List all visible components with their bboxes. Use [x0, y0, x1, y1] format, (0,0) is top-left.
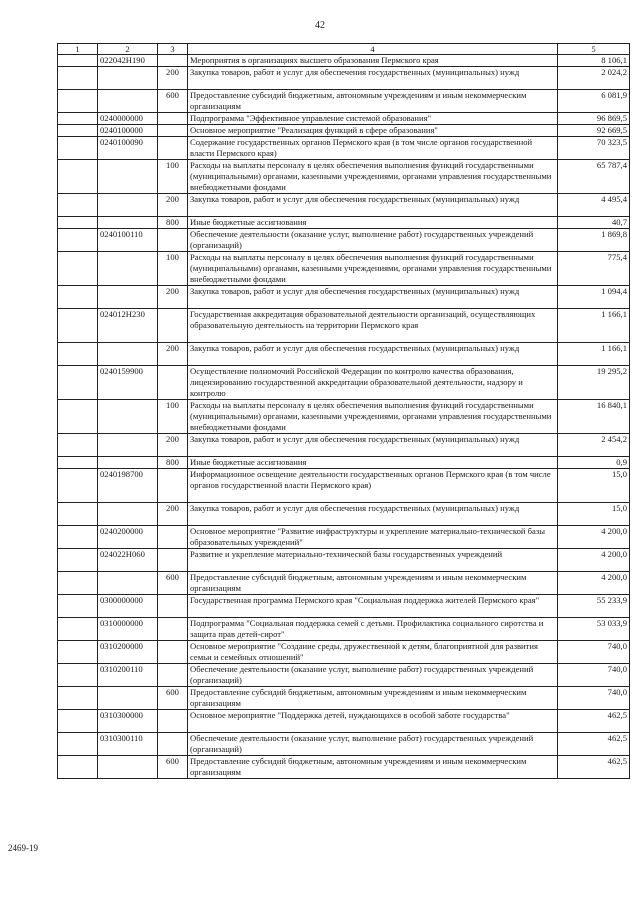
expense-type-cell: 600: [158, 90, 188, 113]
item-name-cell: Закупка товаров, работ и услуг для обеспечения государственных (муниципальных) нужд: [188, 434, 558, 457]
table-row: [58, 687, 630, 710]
row-index-cell: [58, 229, 98, 252]
table-row: [58, 457, 630, 469]
amount-cell: 1 166,1: [558, 343, 630, 366]
table-row: [58, 710, 630, 733]
table-row: [58, 229, 630, 252]
table-row: [58, 309, 630, 343]
row-index-cell: [58, 526, 98, 549]
row-index-cell: [58, 137, 98, 160]
expense-type-cell: 200: [158, 434, 188, 457]
amount-cell: 19 295,2: [558, 366, 630, 400]
budget-code-cell: 0310000000: [98, 618, 158, 641]
item-name-cell: Информационное освещение деятельности государственных органов Пермского края (в том числе органов государственной власти Пермского края): [188, 469, 558, 503]
item-name-cell: Осуществление полномочий Российской Федерации по контролю качества образования, лицензированию государственной аккредитации образовательной деятельности, надзору и контролю: [188, 366, 558, 400]
expense-type-cell: 200: [158, 503, 188, 526]
item-name-cell: Развитие и укрепление материально-технической базы государственных учреждений: [188, 549, 558, 572]
item-name-cell: Подпрограмма "Социальная поддержка семей с детьми. Профилактика социального сиротства и защита прав детей-сирот": [188, 618, 558, 641]
budget-code-cell: 0240100110: [98, 229, 158, 252]
amount-cell: 740,0: [558, 687, 630, 710]
budget-code-cell: 0310200000: [98, 641, 158, 664]
amount-cell: 740,0: [558, 641, 630, 664]
table-row: [58, 595, 630, 618]
header-cell-4: 4: [188, 44, 558, 55]
row-index-cell: [58, 286, 98, 309]
row-index-cell: [58, 55, 98, 67]
expense-type-cell: [158, 309, 188, 343]
expense-type-cell: [158, 710, 188, 733]
budget-code-cell: 0240100000: [98, 125, 158, 137]
amount-cell: 462,5: [558, 710, 630, 733]
expense-type-cell: [158, 55, 188, 67]
item-name-cell: Закупка товаров, работ и услуг для обеспечения государственных (муниципальных) нужд: [188, 503, 558, 526]
expense-type-cell: 200: [158, 286, 188, 309]
item-name-cell: Расходы на выплаты персоналу в целях обеспечения выполнения функций государственными (муниципальными) органами, казенными учреждениями, органами управления государственными внебюджетными фондами: [188, 160, 558, 194]
expense-type-cell: 800: [158, 217, 188, 229]
item-name-cell: Основное мероприятие "Развитие инфраструктуры и укрепление материально-технической базы образовательных учреждений": [188, 526, 558, 549]
amount-cell: 740,0: [558, 664, 630, 687]
amount-cell: 2 454,2: [558, 434, 630, 457]
budget-code-cell: 0240000000: [98, 113, 158, 125]
amount-cell: 4 200,0: [558, 572, 630, 595]
row-index-cell: [58, 252, 98, 286]
expense-type-cell: [158, 618, 188, 641]
budget-code-cell: 0310300110: [98, 733, 158, 756]
item-name-cell: Мероприятия в организациях высшего образования Пермского края: [188, 55, 558, 67]
amount-cell: 0,9: [558, 457, 630, 469]
item-name-cell: Содержание государственных органов Пермского края (в том числе органов государственной власти Пермского края): [188, 137, 558, 160]
amount-cell: 6 081,9: [558, 90, 630, 113]
table-row: [58, 469, 630, 503]
expense-type-cell: [158, 733, 188, 756]
item-name-cell: Обеспечение деятельности (оказание услуг, выполнение работ) государственных учреждений (организаций): [188, 664, 558, 687]
table-row: [58, 400, 630, 434]
item-name-cell: Основное мероприятие "Реализация функций в сфере образования": [188, 125, 558, 137]
table-row: [58, 641, 630, 664]
amount-cell: 1 094,4: [558, 286, 630, 309]
amount-cell: 1 166,1: [558, 309, 630, 343]
table-row: [58, 664, 630, 687]
amount-cell: 55 233,9: [558, 595, 630, 618]
item-name-cell: Предоставление субсидий бюджетным, автономным учреждениям и иным некоммерческим организациям: [188, 687, 558, 710]
amount-cell: 2 024,2: [558, 67, 630, 90]
budget-code-cell: 0240198700: [98, 469, 158, 503]
item-name-cell: Предоставление субсидий бюджетным, автономным учреждениям и иным некоммерческим организациям: [188, 572, 558, 595]
expense-type-cell: [158, 641, 188, 664]
table-body: [58, 44, 630, 779]
table-row: [58, 343, 630, 366]
row-index-cell: [58, 618, 98, 641]
expense-type-cell: [158, 549, 188, 572]
table-row: [58, 549, 630, 572]
amount-cell: 40,7: [558, 217, 630, 229]
table-row: [58, 286, 630, 309]
row-index-cell: [58, 67, 98, 90]
row-index-cell: [58, 733, 98, 756]
amount-cell: 775,4: [558, 252, 630, 286]
budget-code-cell: 0240200000: [98, 526, 158, 549]
table-row: [58, 160, 630, 194]
table-row: [58, 526, 630, 549]
budget-code-cell: [98, 434, 158, 457]
expense-type-cell: 600: [158, 756, 188, 779]
expense-type-cell: 200: [158, 343, 188, 366]
budget-code-cell: [98, 286, 158, 309]
amount-cell: 1 869,8: [558, 229, 630, 252]
expense-type-cell: 800: [158, 457, 188, 469]
budget-code-cell: [98, 217, 158, 229]
expense-type-cell: 200: [158, 67, 188, 90]
row-index-cell: [58, 457, 98, 469]
row-index-cell: [58, 503, 98, 526]
expense-type-cell: [158, 113, 188, 125]
item-name-cell: Предоставление субсидий бюджетным, автономным учреждениям и иным некоммерческим организациям: [188, 90, 558, 113]
expense-type-cell: 100: [158, 160, 188, 194]
budget-code-cell: [98, 252, 158, 286]
amount-cell: 4 495,4: [558, 194, 630, 217]
item-name-cell: Закупка товаров, работ и услуг для обеспечения государственных (муниципальных) нужд: [188, 343, 558, 366]
amount-cell: 92 669,5: [558, 125, 630, 137]
budget-code-cell: [98, 400, 158, 434]
amount-cell: 15,0: [558, 503, 630, 526]
row-index-cell: [58, 549, 98, 572]
table-row: [58, 618, 630, 641]
amount-cell: 4 200,0: [558, 526, 630, 549]
table-header-row: [58, 44, 630, 55]
budget-code-cell: 0300000000: [98, 595, 158, 618]
budget-code-cell: [98, 343, 158, 366]
budget-code-cell: 024022Н060: [98, 549, 158, 572]
row-index-cell: [58, 113, 98, 125]
item-name-cell: Расходы на выплаты персоналу в целях обеспечения выполнения функций государственными (муниципальными) органами, казенными учреждениями, органами управления государственными внебюджетными фондами: [188, 400, 558, 434]
expense-type-cell: [158, 664, 188, 687]
page-number: 42: [315, 20, 325, 31]
table-row: [58, 194, 630, 217]
row-index-cell: [58, 434, 98, 457]
budget-code-cell: [98, 194, 158, 217]
table-row: [58, 67, 630, 90]
table-row: [58, 55, 630, 67]
budget-code-cell: [98, 67, 158, 90]
row-index-cell: [58, 160, 98, 194]
budget-code-cell: [98, 503, 158, 526]
amount-cell: 4 200,0: [558, 549, 630, 572]
table-row: [58, 733, 630, 756]
budget-code-cell: [98, 160, 158, 194]
header-cell-2: 2: [98, 44, 158, 55]
row-index-cell: [58, 469, 98, 503]
row-index-cell: [58, 125, 98, 137]
item-name-cell: Иные бюджетные ассигнования: [188, 457, 558, 469]
budget-code-cell: 0310300000: [98, 710, 158, 733]
budget-code-cell: 024012Н230: [98, 309, 158, 343]
table-row: [58, 503, 630, 526]
table-row: [58, 90, 630, 113]
item-name-cell: Основное мероприятие "Создание среды, дружественной к детям, благоприятной для развития семьи и семейных отношений": [188, 641, 558, 664]
expense-type-cell: [158, 595, 188, 618]
item-name-cell: Подпрограмма "Эффективное управление системой образования": [188, 113, 558, 125]
budget-code-cell: 0240159900: [98, 366, 158, 400]
budget-code-cell: 0310200110: [98, 664, 158, 687]
budget-code-cell: [98, 90, 158, 113]
item-name-cell: Расходы на выплаты персоналу в целях обеспечения выполнения функций государственными (муниципальными) органами, казенными учреждениями, органами управления государственными внебюджетными фондами: [188, 252, 558, 286]
amount-cell: 15,0: [558, 469, 630, 503]
table-row: [58, 366, 630, 400]
expense-type-cell: [158, 366, 188, 400]
row-index-cell: [58, 90, 98, 113]
expense-type-cell: [158, 469, 188, 503]
budget-code-cell: [98, 457, 158, 469]
amount-cell: 8 106,1: [558, 55, 630, 67]
item-name-cell: Обеспечение деятельности (оказание услуг, выполнение работ) государственных учреждений (организаций): [188, 733, 558, 756]
row-index-cell: [58, 641, 98, 664]
row-index-cell: [58, 217, 98, 229]
table-row: [58, 756, 630, 779]
row-index-cell: [58, 366, 98, 400]
expense-type-cell: 100: [158, 400, 188, 434]
header-cell-5: 5: [558, 44, 630, 55]
item-name-cell: Закупка товаров, работ и услуг для обеспечения государственных (муниципальных) нужд: [188, 286, 558, 309]
header-cell-3: 3: [158, 44, 188, 55]
expense-type-cell: 600: [158, 572, 188, 595]
row-index-cell: [58, 595, 98, 618]
expense-type-cell: [158, 229, 188, 252]
amount-cell: 70 323,5: [558, 137, 630, 160]
expense-type-cell: [158, 526, 188, 549]
item-name-cell: Обеспечение деятельности (оказание услуг, выполнение работ) государственных учреждений (организаций): [188, 229, 558, 252]
footer-code: 2469-19: [8, 843, 38, 853]
row-index-cell: [58, 572, 98, 595]
row-index-cell: [58, 664, 98, 687]
table-row: [58, 113, 630, 125]
amount-cell: 16 840,1: [558, 400, 630, 434]
expense-type-cell: 100: [158, 252, 188, 286]
item-name-cell: Государственная аккредитация образовательной деятельности организаций, осуществляющих образовательную деятельность на территории Пермского края: [188, 309, 558, 343]
budget-code-cell: [98, 756, 158, 779]
item-name-cell: Государственная программа Пермского края "Социальная поддержка жителей Пермского края": [188, 595, 558, 618]
row-index-cell: [58, 194, 98, 217]
row-index-cell: [58, 343, 98, 366]
row-index-cell: [58, 400, 98, 434]
expense-type-cell: [158, 137, 188, 160]
item-name-cell: Закупка товаров, работ и услуг для обеспечения государственных (муниципальных) нужд: [188, 194, 558, 217]
amount-cell: 462,5: [558, 733, 630, 756]
item-name-cell: Основное мероприятие "Поддержка детей, нуждающихся в особой заботе государства": [188, 710, 558, 733]
item-name-cell: Закупка товаров, работ и услуг для обеспечения государственных (муниципальных) нужд: [188, 67, 558, 90]
expense-type-cell: 600: [158, 687, 188, 710]
expense-type-cell: 200: [158, 194, 188, 217]
row-index-cell: [58, 687, 98, 710]
budget-code-cell: 022042Н190: [98, 55, 158, 67]
row-index-cell: [58, 309, 98, 343]
amount-cell: 65 787,4: [558, 160, 630, 194]
table-row: [58, 217, 630, 229]
row-index-cell: [58, 710, 98, 733]
item-name-cell: Иные бюджетные ассигнования: [188, 217, 558, 229]
table-row: [58, 434, 630, 457]
table-row: [58, 572, 630, 595]
table-row: [58, 125, 630, 137]
budget-code-cell: [98, 687, 158, 710]
amount-cell: 462,5: [558, 756, 630, 779]
item-name-cell: Предоставление субсидий бюджетным, автономным учреждениям и иным некоммерческим организациям: [188, 756, 558, 779]
budget-code-cell: 0240100090: [98, 137, 158, 160]
header-cell-1: 1: [58, 44, 98, 55]
row-index-cell: [58, 756, 98, 779]
budget-code-cell: [98, 572, 158, 595]
expense-type-cell: [158, 125, 188, 137]
table-row: [58, 252, 630, 286]
amount-cell: 96 869,5: [558, 113, 630, 125]
budget-table: [57, 43, 630, 779]
amount-cell: 53 033,9: [558, 618, 630, 641]
table-row: [58, 137, 630, 160]
